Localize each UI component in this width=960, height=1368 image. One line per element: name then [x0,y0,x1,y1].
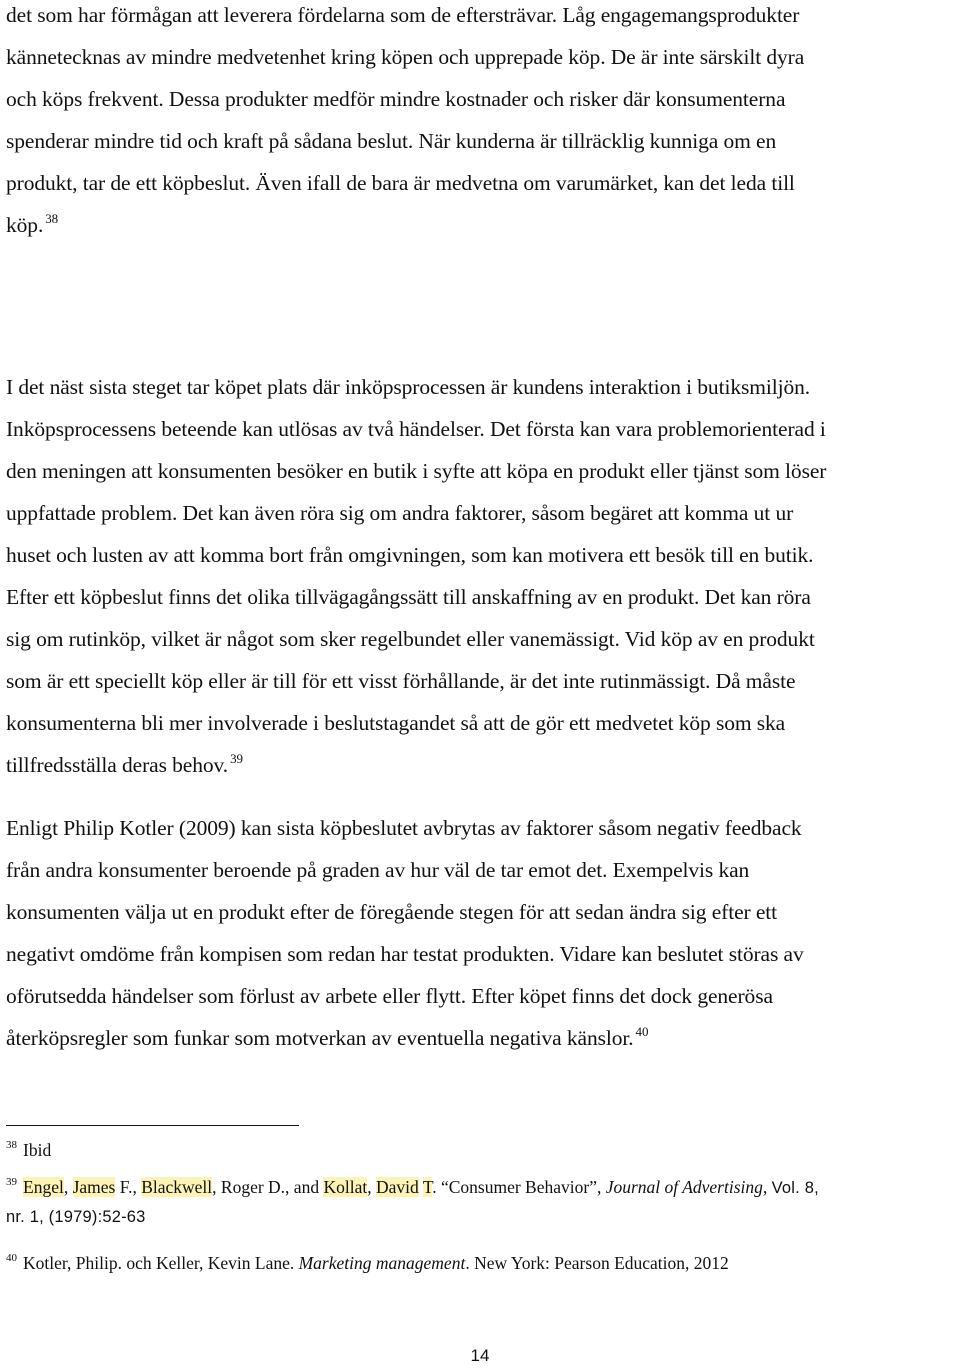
footnote-number: 40 [6,1252,17,1264]
footnote-text: Kotler, Philip. och Keller, Kevin Lane. [23,1253,299,1273]
footnote-text: , [132,1177,142,1197]
footnote-number: 38 [6,1139,17,1151]
footnote-text: , Roger D., and [212,1177,324,1197]
highlighted-author-link[interactable]: Kollat [323,1177,368,1197]
book-title: Marketing management [298,1253,466,1273]
footnote-text: . New York: Pearson Education, 2012 [465,1253,729,1273]
volume-text: Vol. 8, [771,1179,819,1197]
footnote-text: , [762,1177,772,1197]
body-paragraph [6,366,956,786]
journal-title: Journal of Advertising [605,1177,763,1197]
highlighted-author-link[interactable]: Blackwell [141,1177,213,1197]
paragraph-text: Enligt Philip Kotler (2009) kan sista köpbeslutet avbrytas av faktorer såsom negativ feedback från andra konsumenter beroende på graden av hur väl de tar emot det. Exempelvis kan konsumenten välja ut en produkt efter de föregående stegen för att sedan ändra sig efter ett negativt omdöme från kompisen som redan har testat produkten. Vidare kan beslutet störas av oförutsedda händelser som förlust av arbete eller flytt. Efter köpet finns det dock generösa återköpsregler som funkar som motverkan av eventuella negativa känslor. [6,816,804,1050]
footnote-ref-40[interactable]: 40 [635,1024,649,1039]
footnote-40 [6,1249,956,1277]
footnote-text: F. [115,1177,133,1197]
footnote-39 [6,1173,956,1231]
paragraph-text: det som har förmågan att leverera fördelarna som de eftersträvar. Låg engagemangsprodukter kännetecknas av mindre medvetenhet kring köpen och upprepade köp. De är inte särskilt dyra och köps frekvent. Dessa produkter medför mindre kostnader och risker där konsumenterna spenderar mindre tid och kraft på sådana beslut. När kunderna är tillräcklig kunniga om en produkt, tar de ett köpbeslut. Även ifall de bara är medvetna om varumärket, kan det leda till köp. [6,3,805,237]
footnote-ref-38[interactable]: 38 [45,211,59,226]
footnote-text: Ibid [23,1140,52,1160]
issue-text: nr. 1, (1979):52-63 [6,1208,146,1226]
footnote-text: . “Consumer Behavior”, [432,1177,606,1197]
footnote-text: , [367,1177,376,1197]
footnote-text: , [63,1177,73,1197]
paragraph-text: I det näst sista steget tar köpet plats där inköpsprocessen är kundens interaktion i butiksmiljön. Inköpsprocessens beteende kan utlösas av två händelser. Det första kan vara problemorienterad i den meningen att konsumenten besöker en butik i syfte att köpa en produkt eller tjänst som löser uppfattade problem. Det kan även röra sig om andra faktorer, såsom begäret att komma ut ur huset och lusten av att komma bort från omgivningen, som kan motivera ett besök till en butik. Efter ett köpbeslut finns det olika tillvägagångssätt till anskaffning av en produkt. Det kan röra sig om rutinköp, vilket är något som sker regelbundet eller vanemässigt. Vid köp av en produkt som är ett speciellt köp eller är till för ett visst förhållande, är det inte rutinmässigt. Då måste konsumenterna bli mer involverade i beslutstagandet så att de gör ett medvetet köp som ska tillfredsställa deras behov. [6,375,827,777]
highlighted-author-link[interactable]: David [375,1177,419,1197]
footnote-38 [6,1136,956,1164]
highlighted-author-link[interactable]: T [422,1177,433,1197]
footnote-number: 39 [6,1176,17,1188]
body-paragraph [6,807,956,1059]
footnote-ref-39[interactable]: 39 [230,751,243,766]
highlighted-author-link[interactable]: Engel [23,1177,64,1197]
footnote-separator [6,1125,299,1126]
highlighted-author-link[interactable]: James [72,1177,116,1197]
page-number: 14 [470,1346,490,1365]
body-paragraph [6,0,956,246]
